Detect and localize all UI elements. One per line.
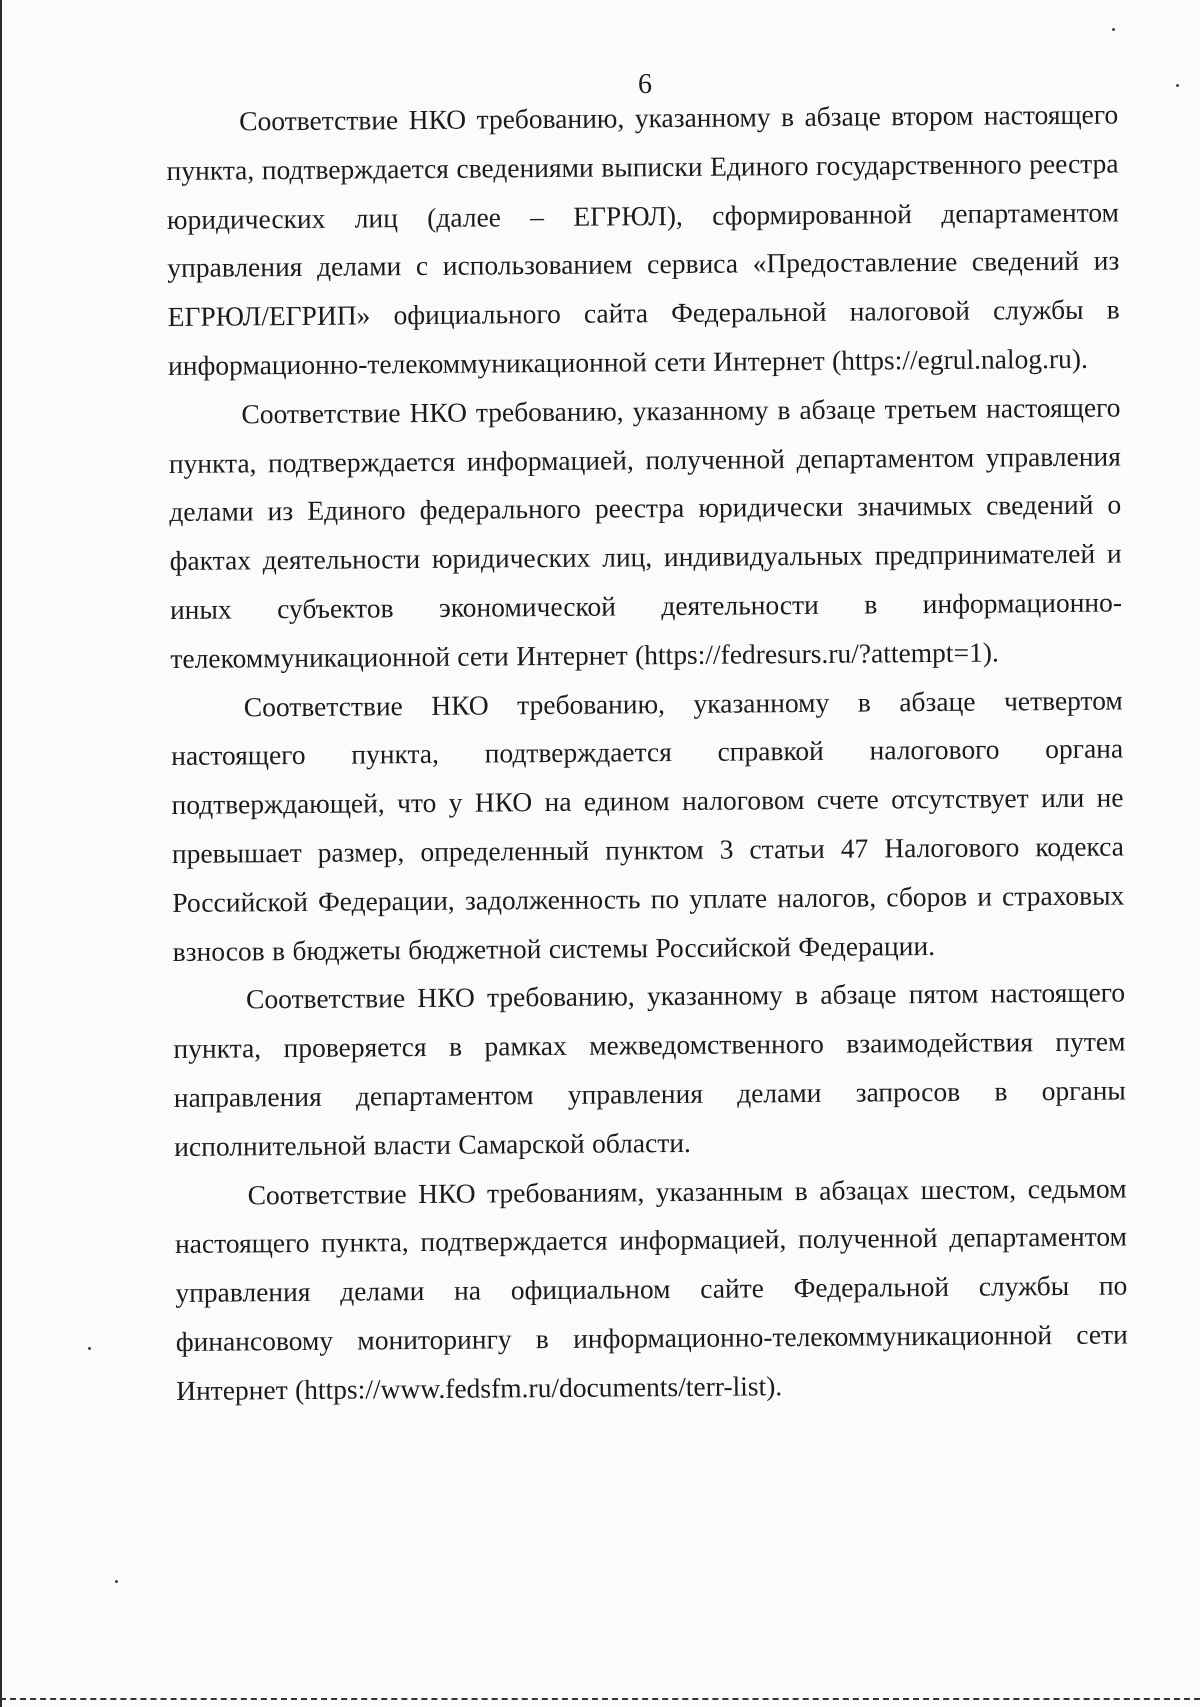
scan-speck bbox=[115, 1580, 118, 1583]
paragraph: Соответствие НКО требованию, указанному в абзаце втором настоящего пункта, подтверждается сведениями выписки Единого государственного реестра юридических лиц (далее – ЕГРЮЛ), сформированной департаментом управления делами с использованием сервиса «Предоставление сведений из ЕГРЮЛ/ЕГРИП» официального сайта Федеральной налоговой службы в информационно-телекоммуникационной сети Интернет (https://egrul.nalog.ru). bbox=[166, 98, 1120, 381]
paragraph: Соответствие НКО требованию, указанному в абзаце третьем настоящего пункта, подтверждается информацией, полученной департаментом управления делами из Единого федерального реестра юридически значимых сведений о фактах деятельности юридических лиц, индивидуальных предпринимателей и иных субъектов экономической деятельности в информационно-телекоммуникационной сети Интернет (https://fedresurs.ru/?attempt=1). bbox=[168, 391, 1123, 674]
scan-bottom-edge bbox=[0, 1698, 1200, 1700]
scan-speck bbox=[1176, 84, 1179, 87]
scan-left-edge bbox=[0, 0, 2, 1707]
page-number: 6 bbox=[638, 69, 652, 100]
document-body bbox=[166, 91, 1128, 1416]
paragraph: Соответствие НКО требованию, указанному в абзаце четвертом настоящего пункта, подтверждается справкой налогового органа подтверждающей, что у НКО на едином налоговом счете отсутствует или не превышает размер, определенный пунктом 3 статьи 47 Налогового кодекса Российской Федерации, задолженность по уплате налогов, сборов и страховых взносов в бюджеты бюджетной системы Российской Федерации. bbox=[171, 684, 1125, 967]
paragraph: Соответствие НКО требованию, указанному в абзаце пятом настоящего пункта, проверяется в рамках межведомственного взаимодействия путем направления департаментом управления делами запросов в органы исполнительной власти Самарской области. bbox=[173, 976, 1126, 1162]
paragraph: Соответствие НКО требованиям, указанным в абзацах шестом, седьмом настоящего пункта, подтверждается информацией, полученной департаментом управления делами на официальном сайте Федеральной службы по финансовому мониторингу в информационно-телекоммуникационной сети Интернет (https://www.fedsfm.ru/documents/terr-list). bbox=[174, 1172, 1128, 1406]
scan-speck bbox=[88, 1347, 91, 1350]
scan-speck bbox=[1112, 28, 1115, 31]
